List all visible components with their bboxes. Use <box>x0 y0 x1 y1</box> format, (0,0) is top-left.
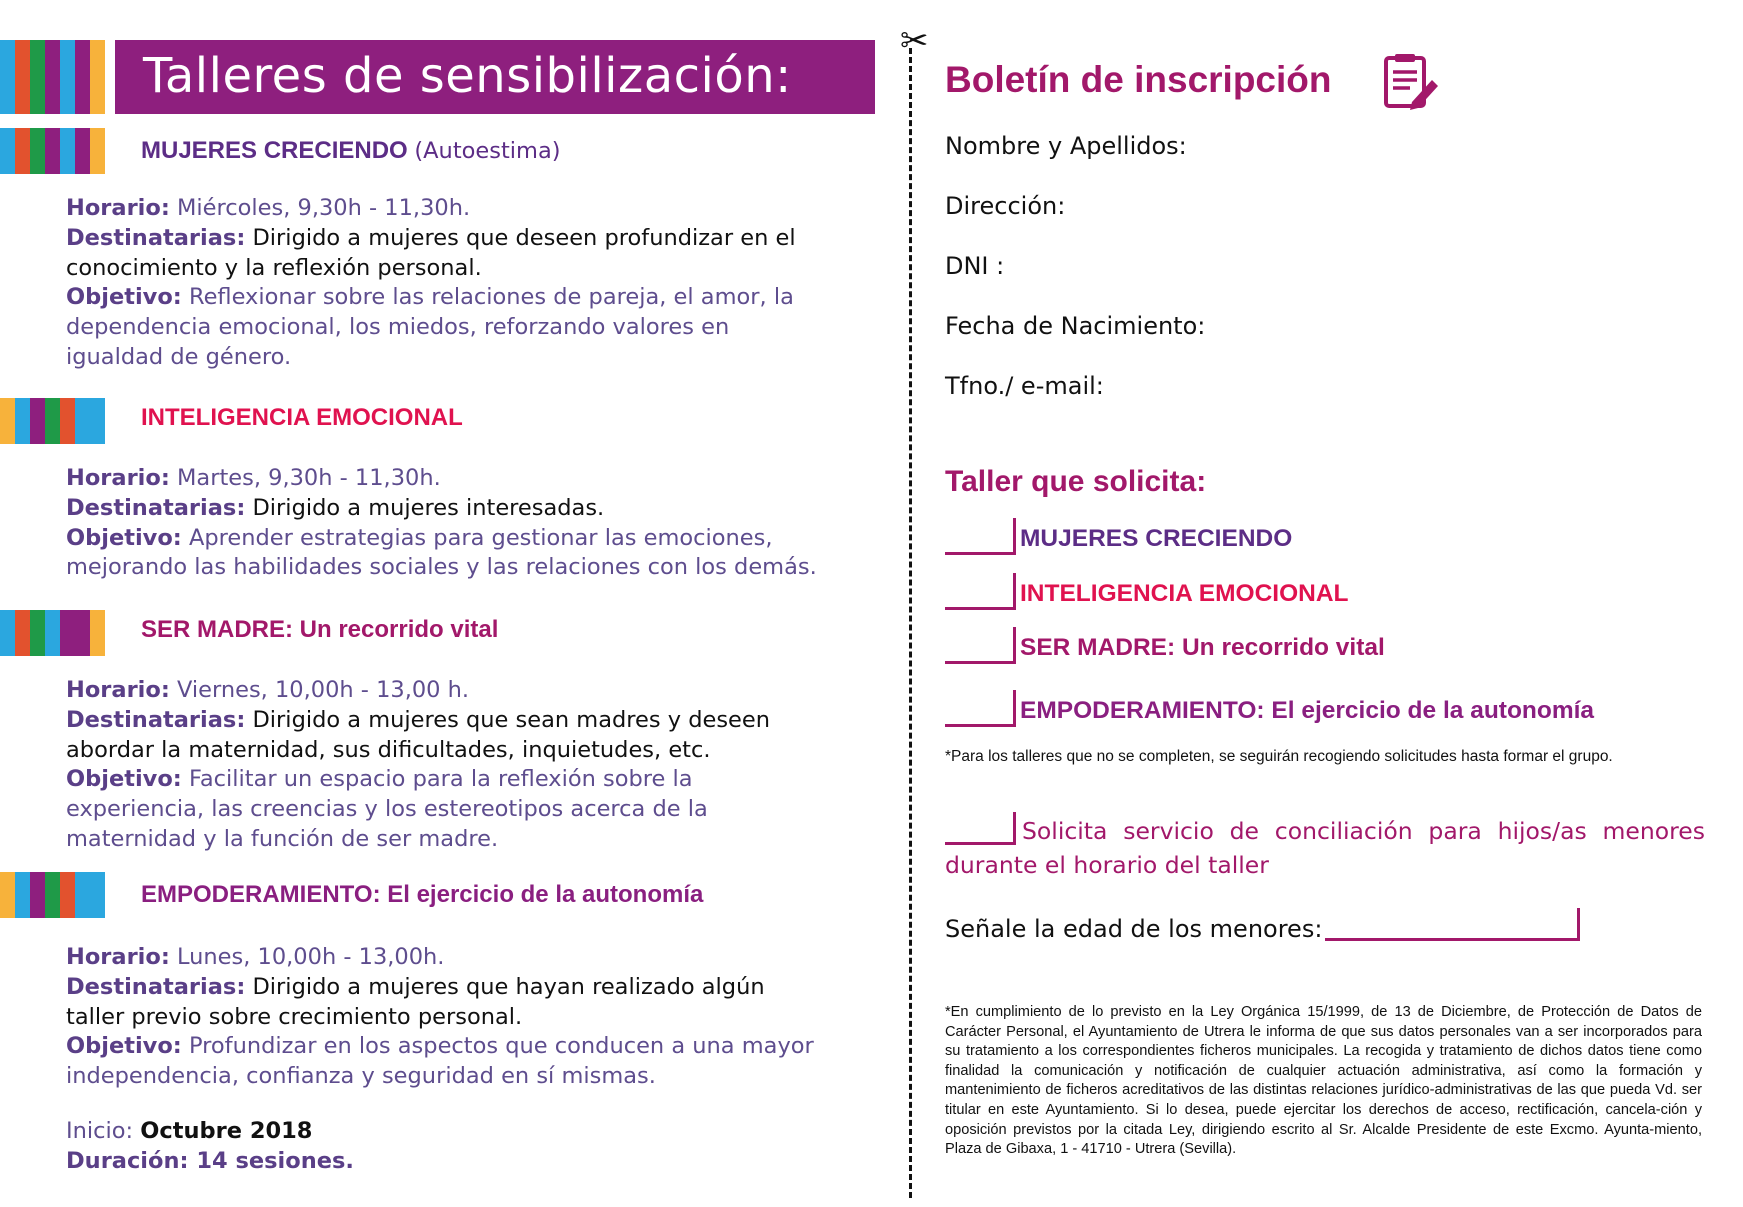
edad-label: Señale la edad de los menores: <box>945 915 1323 943</box>
horario-label: Horario: <box>66 195 170 221</box>
checkbox-line[interactable] <box>945 690 1016 727</box>
obj-value: Facilitar un espacio para la reflexión sobre la experiencia, las creencias y los estereotipos acerca de la maternidad y la función de ser madre. <box>66 766 708 852</box>
section-heading-ser-madre: SER MADRE: Un recorrido vital <box>141 616 499 643</box>
conciliacion-option[interactable] <box>945 812 1705 882</box>
field-dni[interactable]: DNI : <box>945 252 1005 280</box>
obj-value: Reflexionar sobre las relaciones de pareja, el amor, la dependencia emocional, los miedos, reforzando valores en igualdad de género. <box>66 284 794 370</box>
horario-value: Viernes, 10,00h - 13,00 h. <box>177 677 470 703</box>
document-pen-icon <box>1382 52 1440 112</box>
dest-value: Dirigido a mujeres que deseen profundizar en el conocimiento y la reflexión personal. <box>66 224 796 281</box>
section-body-inteligencia <box>66 464 826 583</box>
section-heading-inteligencia: INTELIGENCIA EMOCIONAL <box>141 404 463 431</box>
cut-line <box>909 48 912 1198</box>
dest-value: Dirigido a mujeres que sean madres y deseen abordar la maternidad, sus dificultades, inquietudes, etc. <box>66 706 771 763</box>
section-body-empoderamiento <box>66 943 826 1092</box>
section-heading-empoderamiento: EMPODERAMIENTO: El ejercicio de la autonomía <box>141 881 704 908</box>
field-nombre[interactable]: Nombre y Apellidos: <box>945 132 1187 160</box>
obj-label: Objetivo: <box>66 1033 182 1060</box>
section-stripes-3 <box>0 610 105 656</box>
obj-value: Aprender estrategias para gestionar las emociones, mejorando las habilidades sociales y las relaciones con los demás. <box>66 524 817 581</box>
page-title: Talleres de sensibilización: <box>143 48 792 104</box>
form-title: Boletín de inscripción <box>945 59 1332 100</box>
option-label: MUJERES CRECIENDO <box>1020 525 1293 552</box>
dest-label: Destinatarias: <box>66 224 246 251</box>
option-label: SER MADRE: Un recorrido vital <box>1020 634 1385 661</box>
title-banner <box>115 40 875 114</box>
section-heading-text: MUJERES CRECIENDO <box>141 137 408 164</box>
horario-label: Horario: <box>66 944 170 970</box>
dest-value: Dirigido a mujeres que hayan realizado algún taller previo sobre crecimiento personal. <box>66 973 765 1030</box>
talleres-note: *Para los talleres que no se completen, se seguirán recogiendo solicitudes hasta formar el grupo. <box>945 748 1613 765</box>
edad-input-line[interactable] <box>1325 908 1580 941</box>
checkbox-line[interactable] <box>945 627 1016 664</box>
obj-label: Objetivo: <box>66 284 182 311</box>
section-heading-mujeres <box>141 136 561 166</box>
title-color-stripes <box>0 40 105 114</box>
dest-label: Destinatarias: <box>66 706 246 733</box>
section-body-ser-madre <box>66 676 826 855</box>
dest-label: Destinatarias: <box>66 973 246 1000</box>
horario-label: Horario: <box>66 677 170 703</box>
option-label: INTELIGENCIA EMOCIONAL <box>1020 580 1349 607</box>
schedule-footer <box>66 1117 826 1177</box>
horario-value: Lunes, 10,00h - 13,00h. <box>177 944 445 970</box>
section-stripes-4 <box>0 872 105 918</box>
duracion-text: Duración: 14 sesiones. <box>66 1147 354 1174</box>
dest-label: Destinatarias: <box>66 494 246 521</box>
option-label: EMPODERAMIENTO: El ejercicio de la autonomía <box>1020 697 1595 724</box>
checkbox-line[interactable] <box>945 518 1016 555</box>
scissors-icon: ✂ <box>900 22 929 60</box>
horario-value: Miércoles, 9,30h - 11,30h. <box>177 195 471 221</box>
section-heading-extra: (Autoestima) <box>414 138 561 164</box>
section-stripes-2 <box>0 398 105 444</box>
inicio-value: Octubre 2018 <box>140 1118 313 1144</box>
obj-value: Profundizar en los aspectos que conducen a una mayor independencia, confianza y seguridad en sí mismas. <box>66 1033 814 1090</box>
dest-value: Dirigido a mujeres interesadas. <box>252 494 605 521</box>
horario-value: Martes, 9,30h - 11,30h. <box>177 465 441 491</box>
section-stripes-1 <box>0 128 105 174</box>
section-body-mujeres <box>66 194 826 373</box>
inicio-label: Inicio: <box>66 1118 134 1144</box>
legal-notice: *En cumplimiento de lo previsto en la Ley Orgánica 15/1999, de 13 de Diciembre, de Protección de Datos de Carácter Personal, el Ayuntamiento de Utrera le informa de que sus datos personales van a ser incorporados para su tratamiento a los correspondientes ficheros municipales. La recogida y tratamiento de dichos datos tiene como finalidad la comunicación y notificación de cualquier actuación administrativa, así como la formación y mantenimiento de ficheros acreditativos de las distintas relaciones jurídico-administrativas de las que pueda Vd. ser titular en este Ayuntamiento. Si lo desea, puede ejercitar los derechos de acceso, rectificación, cancela-ción y oposición previstos por la citada Ley, dirigiendo escrito al Sr. Alcalde Presidente de este Excmo. Ayunta-miento, Plaza de Gibaxa, 1 - 41710 - Utrera (Sevilla). <box>945 1004 1702 1158</box>
taller-heading: Taller que solicita: <box>945 465 1207 498</box>
field-telefono-email[interactable]: Tfno./ e-mail: <box>945 372 1104 400</box>
checkbox-line[interactable] <box>945 812 1016 845</box>
obj-label: Objetivo: <box>66 766 182 793</box>
horario-label: Horario: <box>66 465 170 491</box>
conciliacion-text: Solicita servicio de conciliación para hijos/as menores durante el horario del taller <box>945 817 1705 879</box>
checkbox-line[interactable] <box>945 573 1016 610</box>
field-direccion[interactable]: Dirección: <box>945 192 1066 220</box>
obj-label: Objetivo: <box>66 524 182 551</box>
field-fecha-nacimiento[interactable]: Fecha de Nacimiento: <box>945 312 1206 340</box>
